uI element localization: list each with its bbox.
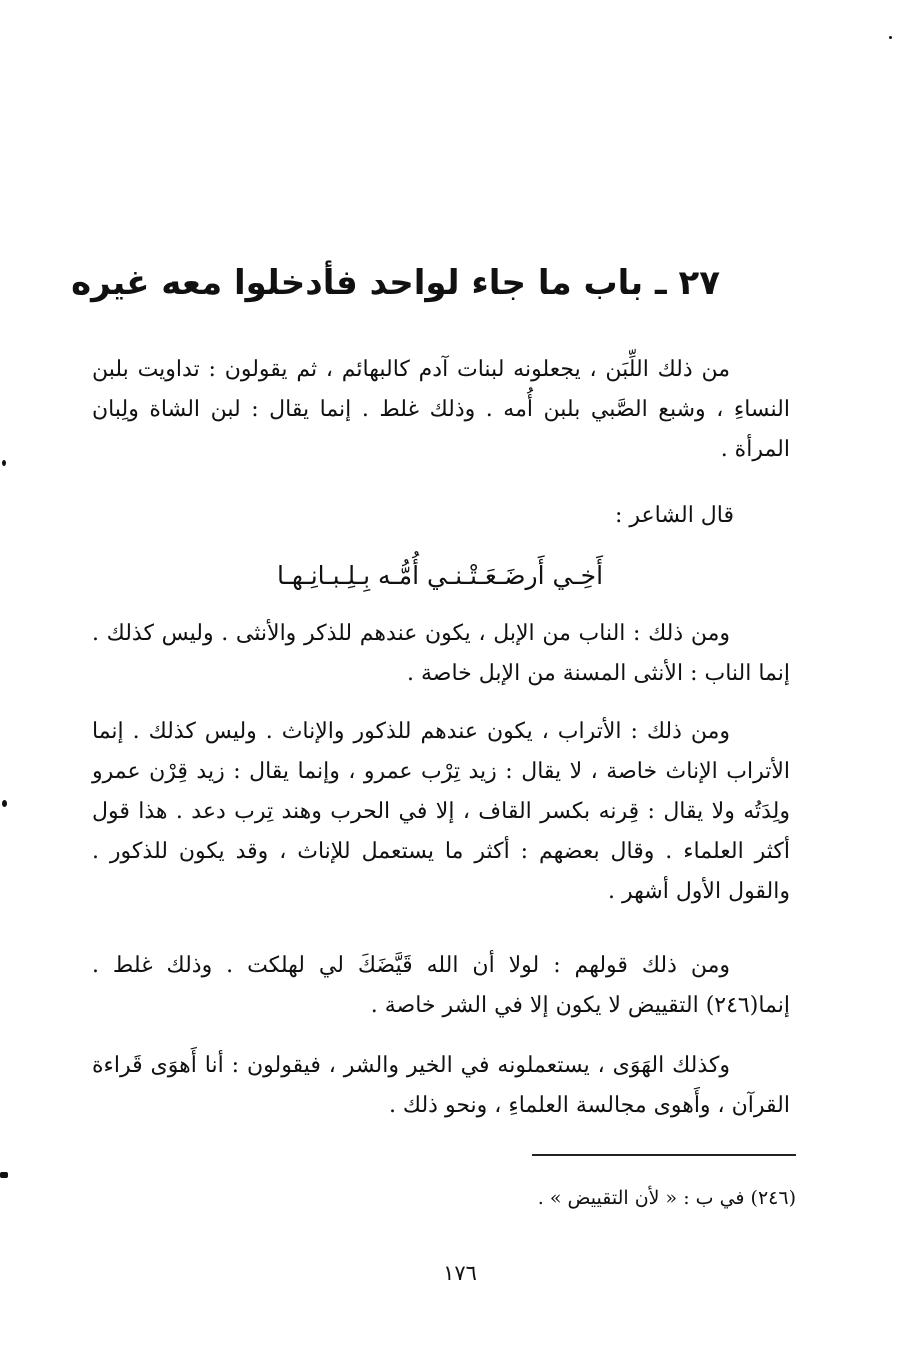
- scan-speck: [889, 36, 892, 39]
- paragraph-nab: [92, 614, 790, 694]
- footnote: (٢٤٦) في ب : « لأن التقييض » .: [537, 1187, 796, 1209]
- paragraph-text: ومن ذلك قولهم : لولا أن الله قَيَّضَكَ لي لهلكت . وذلك غلط . إنما(٢٤٦) التقييض لا يكون إلا في الشر خاصة .: [92, 953, 790, 1018]
- page-number: ١٧٦: [443, 1261, 477, 1285]
- poetry-verse: أَخِـي أَرضَـعَـتْـنـي أُمُّـه بِـلِـبـانِـهـا: [276, 561, 604, 590]
- paragraph-text: من ذلك اللِّبَن ، يجعلونه لبنات آدم كالبهائم ، ثم يقولون : تداويت بلبن النساءِ ، وشبع الصَّبي بلبن أُمه . وذلك غلط . إنما يقال : لبن الشاة ولِبان المرأة .: [92, 357, 790, 462]
- paragraph-taqyid: [92, 946, 790, 1026]
- paragraph-atrab: [92, 712, 790, 912]
- scan-speck: [2, 460, 6, 466]
- scan-speck: [0, 1172, 8, 1178]
- footnote-divider: [532, 1154, 796, 1156]
- poem-intro: قال الشاعر :: [614, 503, 734, 528]
- paragraph-hawa: [92, 1046, 790, 1126]
- paragraph-text: ومن ذلك : الناب من الإبل ، يكون عندهم للذكر والأنثى . وليس كذلك . إنما الناب : الأنثى المسنة من الإبل خاصة .: [92, 621, 790, 686]
- paragraph-text: وكذلك الهَوَى ، يستعملونه في الخير والشر ، فيقولون : أنا أَهوَى قَراءة القرآن ، وأَهوى مجالسة العلماءِ ، ونحو ذلك .: [92, 1053, 790, 1118]
- paragraph-text: ومن ذلك : الأتراب ، يكون عندهم للذكور والإناث . وليس كذلك . إنما الأتراب الإناث خاصة ، لا يقال : زيد تِرْب عمرو ، وإنما يقال : زيد قِرْن عمرو ولِدَتُه ولا يقال : قِرنه بكسر القاف ، إلا في الحرب وهند تِرب دعد . هذا قول أكثر العلماء . وقال بعضهم : أكثر ما يستعمل للإناث ، وقد يكون للذكور . والقول الأول أشهر .: [92, 719, 790, 904]
- scan-speck: [2, 800, 7, 807]
- chapter-title: ٢٧ ـ باب ما جاء لواحد فأدخلوا معه غيره: [71, 263, 720, 303]
- paragraph-milk: [92, 350, 790, 470]
